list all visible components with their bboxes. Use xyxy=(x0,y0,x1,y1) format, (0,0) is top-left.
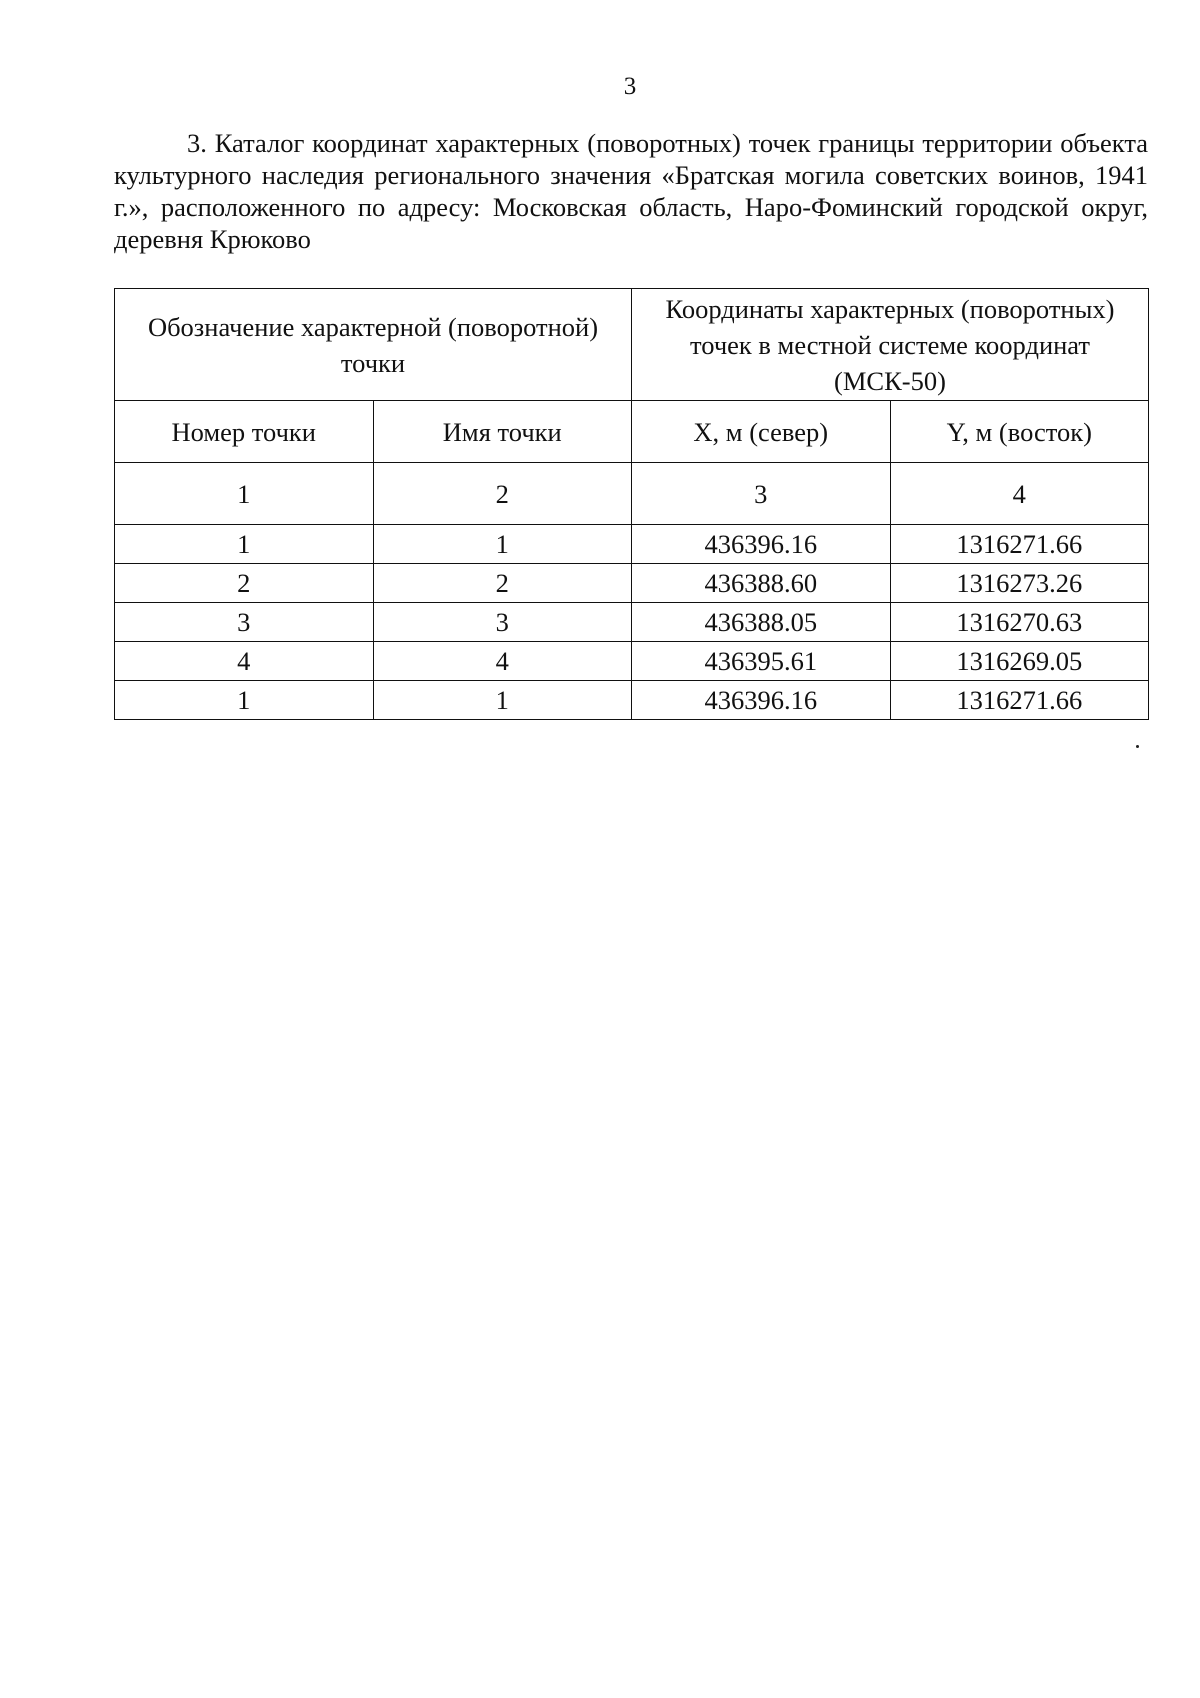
y-coordinate-cell: 1316271.66 xyxy=(890,681,1149,720)
point-number-cell: 1 xyxy=(115,525,374,564)
column-number: 2 xyxy=(373,463,632,525)
column-header-point-number: Номер точки xyxy=(115,401,374,463)
table-row xyxy=(115,603,1149,642)
page-number: 3 xyxy=(623,73,637,100)
coordinates-group-header: Координаты характерных (поворотных) точек в местной системе координат (МСК-50) xyxy=(632,289,1149,401)
column-number: 3 xyxy=(632,463,891,525)
x-coordinate-cell: 436396.16 xyxy=(632,681,891,720)
point-name-cell: 4 xyxy=(373,642,632,681)
table-row xyxy=(115,681,1149,720)
designation-group-header: Обозначение характерной (поворотной) точки xyxy=(115,289,632,401)
point-name-cell: 1 xyxy=(373,681,632,720)
point-number-cell: 3 xyxy=(115,603,374,642)
table-row xyxy=(115,642,1149,681)
table-row xyxy=(115,564,1149,603)
x-coordinate-cell: 436396.16 xyxy=(632,525,891,564)
intro-paragraph: 3. Каталог координат характерных (поворотных) точек границы территории объекта культурного наследия регионального значения «Братская могила советских воинов, 1941 г.», расположенного по адресу: Московская область, Наро-Фоминский городской округ, деревня Крюково xyxy=(114,128,1148,254)
point-name-cell: 3 xyxy=(373,603,632,642)
y-coordinate-cell: 1316270.63 xyxy=(890,603,1149,642)
table-group-header-row xyxy=(115,289,1149,401)
y-coordinate-cell: 1316273.26 xyxy=(890,564,1149,603)
column-header-y: Y, м (восток) xyxy=(890,401,1149,463)
table-row xyxy=(115,525,1149,564)
table-column-header-row xyxy=(115,401,1149,463)
coordinates-table xyxy=(114,288,1149,720)
column-header-point-name: Имя точки xyxy=(373,401,632,463)
point-name-cell: 1 xyxy=(373,525,632,564)
x-coordinate-cell: 436395.61 xyxy=(632,642,891,681)
point-number-cell: 2 xyxy=(115,564,374,603)
table-column-number-row xyxy=(115,463,1149,525)
point-number-cell: 1 xyxy=(115,681,374,720)
y-coordinate-cell: 1316271.66 xyxy=(890,525,1149,564)
column-number: 4 xyxy=(890,463,1149,525)
x-coordinate-cell: 436388.05 xyxy=(632,603,891,642)
point-name-cell: 2 xyxy=(373,564,632,603)
x-coordinate-cell: 436388.60 xyxy=(632,564,891,603)
column-number: 1 xyxy=(115,463,374,525)
column-header-x: X, м (север) xyxy=(632,401,891,463)
stray-dot xyxy=(1136,745,1139,748)
y-coordinate-cell: 1316269.05 xyxy=(890,642,1149,681)
point-number-cell: 4 xyxy=(115,642,374,681)
